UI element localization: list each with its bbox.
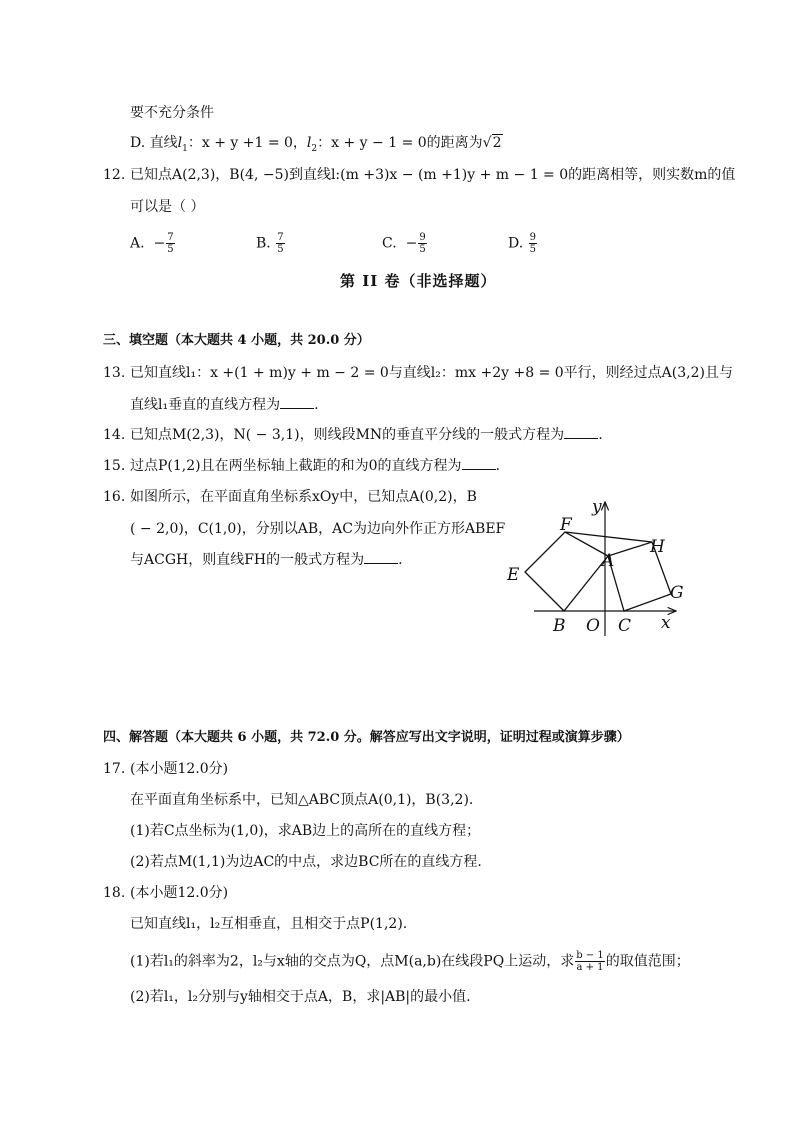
q12-option-d: D. $\frac{9}{5}$ — [508, 232, 537, 255]
volume-title: 第 II 卷（非选择题） — [340, 272, 497, 290]
q16-stem-line2: ( − 2,0)，C(1,0)，分别以AB，AC为边向外作正方形ABEF — [130, 521, 506, 537]
q18-part1: (1)若l₁的斜率为2，l₂与x轴的交点为Q，点M(a,b)在线段PQ上运动，求 $\frac{b - 1}{a + 1}$ 的取值范围； — [130, 950, 690, 973]
q17-stem: 在平面直角坐标系中，已知△ABC顶点A(0,1)，B(3,2). — [130, 792, 474, 808]
label-c: C — [618, 616, 632, 636]
q13-number: 13. — [103, 365, 126, 381]
label-g: G — [670, 583, 684, 603]
q12-stem-line1: 已知点A(2,3)，B(4, −5)到直线l:(m +3)x − (m +1)y + m − 1 = 0的距离相等，则实数m的值 — [130, 167, 736, 183]
q18-number: 18. — [103, 885, 126, 901]
label-h: H — [650, 537, 665, 557]
label-a: A — [602, 551, 615, 571]
q15-number: 15. — [103, 458, 126, 474]
answer-blank — [564, 426, 598, 439]
q14-stem: 已知点M(2,3)，N( − 3,1)，则线段MN的垂直平分线的一般式方程为 . — [130, 427, 603, 443]
answer-blank — [462, 457, 496, 470]
label-y: y — [592, 497, 602, 517]
q13-stem-line1: 已知直线l₁：x +(1 + m)y + m − 2 = 0与直线l₂：mx +2y +8 = 0平行，则经过点A(3,2)且与 — [130, 365, 733, 381]
answer-blank — [364, 551, 398, 564]
label-f: F — [560, 515, 572, 535]
section-3-heading: 三、填空题（本大题共 4 小题，共 20.0 分） — [103, 333, 370, 348]
q12-option-a: A. − $\frac{7}{5}$ — [130, 232, 174, 255]
segment-fh — [565, 532, 652, 542]
q17-part1: (1)若C点坐标为(1,0)，求AB边上的高所在的直线方程； — [130, 823, 481, 839]
q17-number: 17. — [103, 761, 126, 777]
q16-stem-line3: 与ACGH，则直线FH的一般式方程为 . — [130, 552, 403, 568]
q18-score: (本小题12.0分) — [130, 885, 229, 901]
answer-blank — [280, 396, 314, 409]
section-4-heading: 四、解答题（本大题共 6 小题，共 72.0 分。解答应写出文字说明，证明过程或演算步骤） — [103, 730, 630, 745]
square-abef — [525, 532, 608, 611]
q12-stem-line2: 可以是（ ） — [130, 199, 205, 215]
q12-option-c: C. − $\frac{9}{5}$ — [382, 232, 426, 255]
label-e: E — [507, 565, 520, 585]
q12-option-b: B. $\frac{7}{5}$ — [256, 232, 284, 255]
q13-stem-line2: 直线l₁垂直的直线方程为 . — [130, 397, 319, 413]
q16-number: 16. — [103, 489, 126, 505]
q18-stem: 已知直线l₁，l₂互相垂直，且相交于点P(1,2). — [130, 916, 408, 932]
q16-stem-line1: 如图所示，在平面直角坐标系xOy中，已知点A(0,2)，B — [130, 489, 477, 505]
q14-number: 14. — [103, 427, 126, 443]
q17-part2: (2)若点M(1,1)为边AC的中点，求边BC所在的直线方程. — [130, 854, 482, 870]
q18-part2: (2)若l₁，l₂分别与y轴相交于点A，B，求|AB|的最小值. — [130, 989, 471, 1005]
q12-number: 12. — [103, 167, 126, 183]
prev-option-d: D. 直线$l_1$：x + y +1 = 0，$l_2$：x + y − 1 = 0的距离为√2 — [130, 135, 502, 154]
q15-stem: 过点P(1,2)且在两坐标轴上截距的和为0的直线方程为 . — [130, 458, 500, 474]
label-b: B — [553, 616, 566, 636]
q17-score: (本小题12.0分) — [130, 761, 229, 777]
label-o: O — [586, 616, 600, 636]
label-x: x — [661, 613, 671, 633]
geometry-figure — [498, 490, 708, 640]
prev-continuation: 要不充分条件 — [130, 105, 214, 121]
